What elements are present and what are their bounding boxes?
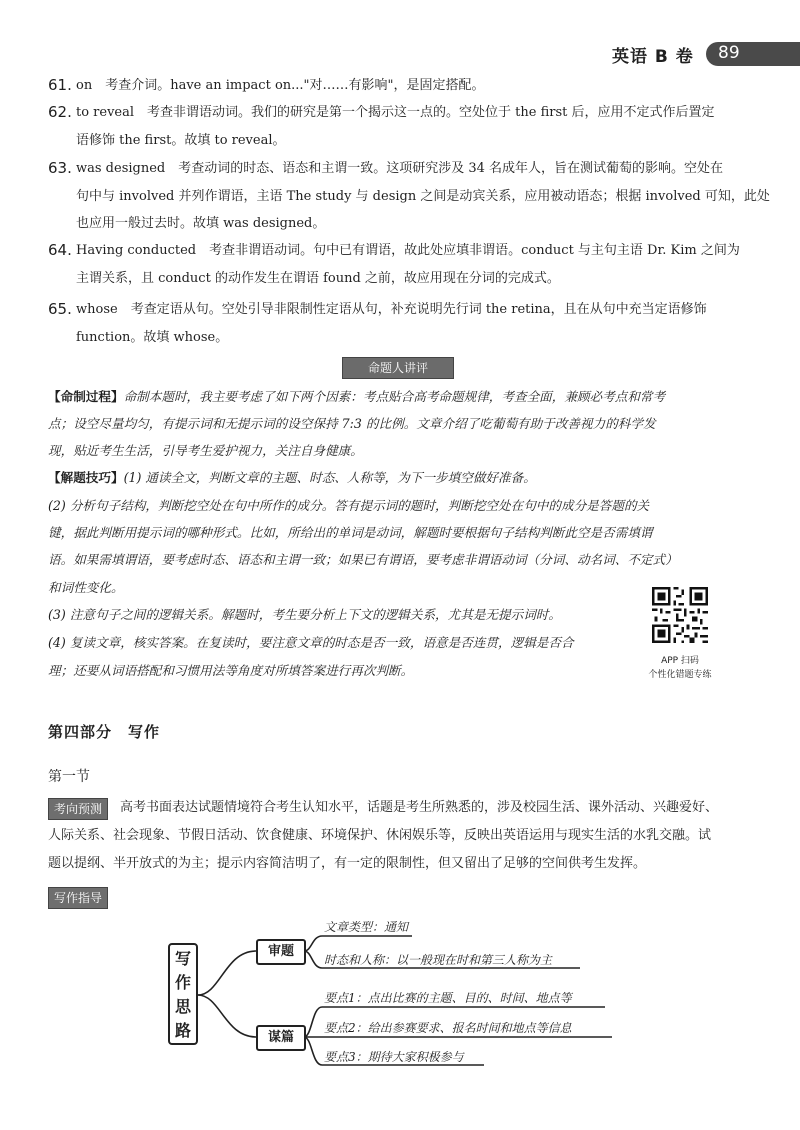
answer-line: 句中与 involved 并列作谓语，主语 The study 与 design 之间是动宾关系，应用被动语态；根据 involved 可知，此处 — [76, 188, 770, 204]
qr-caption-practice: 个性化错题专练 — [648, 670, 712, 680]
answer-number: 61. — [48, 76, 72, 94]
answer-line: 也应用一般过去时。故填 was designed。 — [76, 216, 326, 231]
forecast-line: 题以提纲、半开放式的为主；提示内容简洁明了，有一定的限制性，但又留出了足够的空间供考生发挥。 — [48, 856, 647, 871]
mindmap-item: 要点2：给出参赛要求、报名时间和地点等信息 — [324, 1021, 572, 1035]
answer-number: 64. — [48, 241, 72, 259]
tips-line: (2) 分析句子结构，判断挖空处在句中所作的成分。答有提示词的题时，判断挖空处在句中的成分是答题的关 — [48, 498, 650, 513]
tips-line: 键，据此判断用提示词的哪种形式。比如，所给出的单词是动词，解题时要根据句子结构判断此空是否需填谓 — [48, 525, 653, 540]
design-line: 点；设空尽量均匀，有提示词和无提示词的设空保持 7:3 的比例。文章介绍了吃葡萄有助于改善视力的科学发 — [48, 416, 656, 431]
design-line: 现，贴近考生生活，引导考生爱护视力，关注自身健康。 — [48, 443, 363, 458]
page-number: 89 — [718, 43, 740, 63]
book-section-title: 英语 B 卷 — [612, 47, 694, 67]
tips-line: (4) 复读文章，核实答案。在复读时，要注意文章的时态是否一致，语意是否连贯，逻辑是否合 — [48, 635, 574, 650]
design-process-tag: 【命制过程】 — [48, 389, 124, 404]
section-title: 第一节 — [48, 769, 90, 785]
tips-line: (3) 注意句子之间的逻辑关系。解题时，考生要分析上下文的逻辑关系，尤其是无提示词时。 — [48, 607, 561, 622]
forecast-line: 高考书面表达试题情境符合考生认知水平，话题是考生所熟悉的，涉及校园生活、课外活动、兴趣爱好、 — [120, 800, 719, 815]
mindmap-root: 写作思路 — [168, 943, 198, 1045]
mindmap-item: 文章类型：通知 — [324, 920, 409, 934]
answer-number: 65. — [48, 300, 72, 318]
writing-guide-tag: 写作指导 — [48, 887, 108, 909]
answer-line: on 考查介词。have an impact on..."对……有影响"，是固定搭配。 — [76, 78, 485, 93]
answer-line: Having conducted 考查非谓语动词。句中已有谓语，故此处应填非谓语。conduct 与主句主语 Dr. Kim 之间为 — [76, 243, 740, 258]
mindmap-item: 时态和人称：以一般现在时和第三人称为主 — [324, 953, 553, 967]
mindmap-branch-curve — [198, 951, 256, 995]
mindmap-node-review: 审题 — [256, 939, 306, 965]
mindmap-item: 要点1：点出比赛的主题、目的、时间、地点等 — [324, 991, 572, 1005]
answer-line: 主谓关系，且 conduct 的动作发生在谓语 found 之前，故应用现在分词的完成式。 — [76, 270, 560, 286]
tips-text: (1) 通读全文，判断文章的主题、时态、人称等，为下一步填空做好准备。 — [123, 470, 536, 485]
answer-number: 63. — [48, 159, 72, 177]
commentary-banner: 命题人讲评 — [342, 357, 454, 379]
mindmap-node-plan: 谋篇 — [256, 1025, 306, 1051]
answer-line: whose 考查定语从句。空处引导非限制性定语从句，补充说明先行词 the retina，且在从句中充当定语修饰 — [76, 302, 707, 317]
mindmap-item: 要点3：期待大家积极参与 — [324, 1050, 464, 1064]
part-title: 第四部分 写作 — [48, 723, 161, 741]
answer-line: to reveal 考查非谓语动词。我们的研究是第一个揭示这一点的。空处位于 the first 后，应用不定式作后置定 — [76, 105, 715, 120]
answer-line: 语修饰 the first。故填 to reveal。 — [76, 132, 286, 148]
answer-line: was designed 考查动词的时态、语态和主谓一致。这项研究涉及 34 名成年人，旨在测试葡萄的影响。空处在 — [76, 161, 724, 176]
design-text: 命制本题时，我主要考虑了如下两个因素：考点贴合高考命题规律，考查全面，兼顾必考点和常考 — [123, 389, 666, 404]
answer-line: function。故填 whose。 — [76, 329, 229, 345]
qr-caption-app: APP 扫码 — [661, 656, 699, 666]
forecast-line: 人际关系、社会现象、节假日活动、饮食健康、环境保护、休闲娱乐等，反映出英语运用与现实生活的水乳交融。试 — [48, 828, 712, 843]
tips-line: 和词性变化。 — [48, 580, 124, 595]
forecast-tag: 考向预测 — [48, 798, 108, 820]
mindmap-leaf-curve — [304, 936, 412, 951]
tips-line: 理；还要从词语搭配和习惯用法等角度对所填答案进行再次判断。 — [48, 663, 414, 678]
mindmap-branch-curve — [198, 995, 256, 1037]
tips-line: 语。如果需填谓语，要考虑时态、语态和主谓一致；如果已有谓语，要考虑非谓语动词（分词、动名词、不定式） — [48, 552, 678, 567]
tips-tag: 【解题技巧】 — [48, 470, 124, 485]
answer-number: 62. — [48, 103, 72, 121]
